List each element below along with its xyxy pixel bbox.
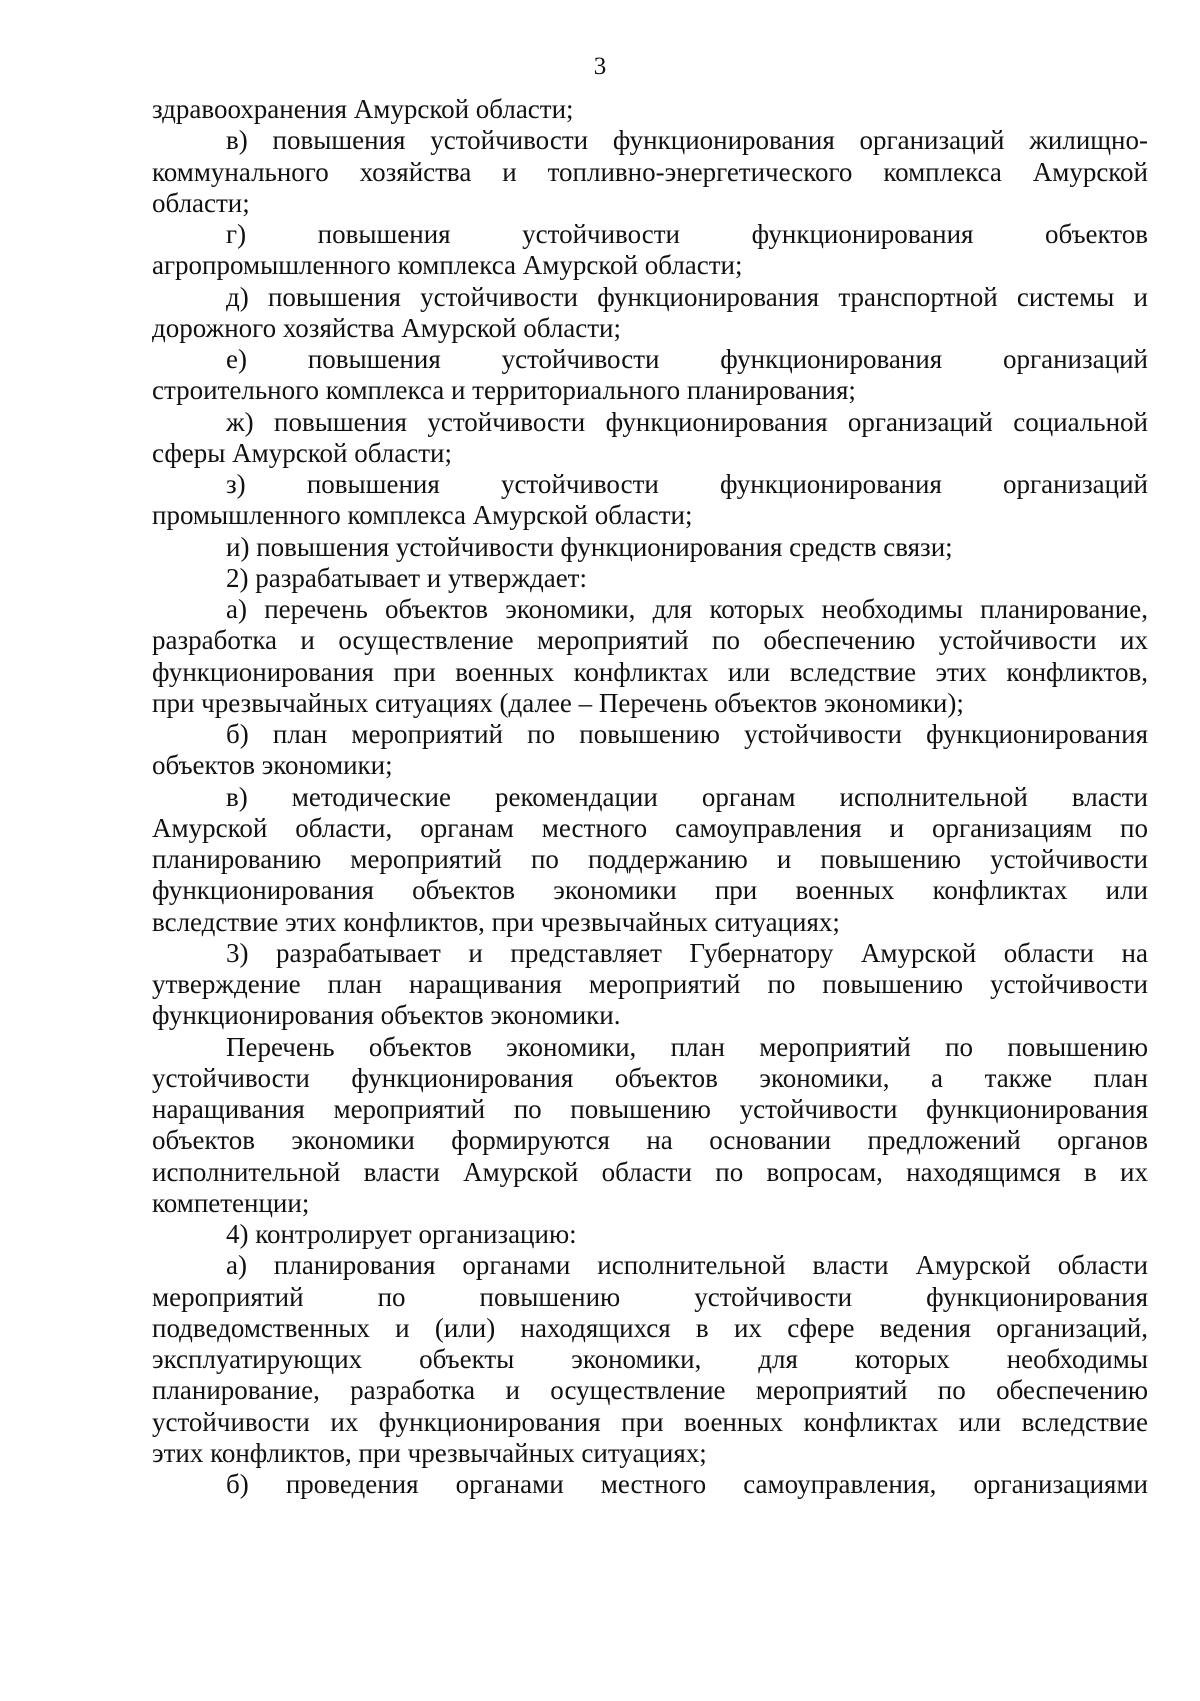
text-line: исполнительной власти Амурской области по вопросам, находящимся в их bbox=[152, 1156, 1148, 1187]
text-line: ж) повышения устойчивости функционирования организаций социальной bbox=[226, 406, 1148, 437]
text-line: области; bbox=[152, 187, 250, 218]
text-line: этих конфликтов, при чрезвычайных ситуациях; bbox=[152, 1437, 707, 1468]
text-line: дорожного хозяйства Амурской области; bbox=[152, 312, 622, 343]
text-line: наращивания мероприятий по повышению устойчивости функционирования bbox=[152, 1094, 1148, 1124]
text-line: функционирования при военных конфликтах или вследствие этих конфликтов, bbox=[152, 656, 1148, 687]
text-line: 3) разрабатывает и представляет Губернатору Амурской области на bbox=[226, 937, 1148, 968]
text-line: устойчивости их функционирования при военных конфликтах или вследствие bbox=[152, 1406, 1148, 1437]
text-line: планирование, разработка и осуществление мероприятий по обеспечению bbox=[152, 1375, 1148, 1406]
text-line: строительного комплекса и территориального планирования; bbox=[152, 375, 856, 406]
text-line: устойчивости функционирования объектов экономики, а также план bbox=[152, 1062, 1148, 1093]
text-line: сферы Амурской области; bbox=[152, 437, 452, 468]
text-line: б) проведения органами местного самоуправления, организациями bbox=[226, 1469, 1148, 1499]
text-line: Перечень объектов экономики, план мероприятий по повышению bbox=[226, 1031, 1148, 1062]
text-line: 2) разрабатывает и утверждает: bbox=[226, 562, 587, 593]
text-line: объектов экономики; bbox=[152, 750, 393, 781]
text-line: и) повышения устойчивости функционирования средств связи; bbox=[226, 531, 953, 562]
text-line: коммунального хозяйства и топливно-энергетического комплекса Амурской bbox=[152, 156, 1148, 187]
text-line: Амурской области, органам местного самоуправления и организациям по bbox=[152, 812, 1148, 843]
text-line: в) повышения устойчивости функционирования организаций жилищно- bbox=[226, 125, 1148, 156]
text-line: подведомственных и (или) находящихся в их сфере ведения организаций, bbox=[152, 1312, 1148, 1343]
text-line: функционирования объектов экономики. bbox=[152, 1000, 621, 1031]
text-line: мероприятий по повышению устойчивости функционирования bbox=[152, 1281, 1148, 1312]
text-line: промышленного комплекса Амурской области; bbox=[152, 500, 693, 531]
text-line: е) повышения устойчивости функционирования организаций bbox=[226, 344, 1148, 374]
text-line: компетенции; bbox=[152, 1187, 310, 1218]
text-line: разработка и осуществление мероприятий по обеспечению устойчивости их bbox=[152, 625, 1148, 656]
text-line: вследствие этих конфликтов, при чрезвычайных ситуациях; bbox=[152, 906, 840, 937]
text-line: г) повышения устойчивости функционирования объектов bbox=[226, 219, 1148, 249]
text-line: агропромышленного комплекса Амурской области; bbox=[152, 250, 743, 281]
text-line: планированию мероприятий по поддержанию и повышению устойчивости bbox=[152, 844, 1148, 874]
text-line: функционирования объектов экономики при военных конфликтах или bbox=[152, 875, 1148, 906]
text-line: з) повышения устойчивости функционирования организаций bbox=[226, 469, 1148, 499]
text-line: а) планирования органами исполнительной власти Амурской области bbox=[226, 1250, 1148, 1281]
text-line: объектов экономики формируются на основании предложений органов bbox=[152, 1125, 1148, 1156]
text-line: утверждение план наращивания мероприятий по повышению устойчивости bbox=[152, 969, 1148, 999]
text-line: 4) контролирует организацию: bbox=[226, 1219, 577, 1249]
text-line: в) методические рекомендации органам исполнительной власти bbox=[226, 781, 1148, 812]
text-line: здравоохранения Амурской области; bbox=[152, 94, 574, 124]
text-line: а) перечень объектов экономики, для которых необходимы планирование, bbox=[226, 594, 1148, 624]
text-line: эксплуатирующих объекты экономики, для которых необходимы bbox=[152, 1344, 1148, 1374]
text-line: д) повышения устойчивости функционирования транспортной системы и bbox=[226, 281, 1148, 312]
page-number: 3 bbox=[593, 53, 607, 80]
text-line: б) план мероприятий по повышению устойчивости функционирования bbox=[226, 719, 1148, 749]
text-line: при чрезвычайных ситуациях (далее – Перечень объектов экономики); bbox=[152, 687, 964, 718]
document-body bbox=[152, 94, 1148, 1500]
